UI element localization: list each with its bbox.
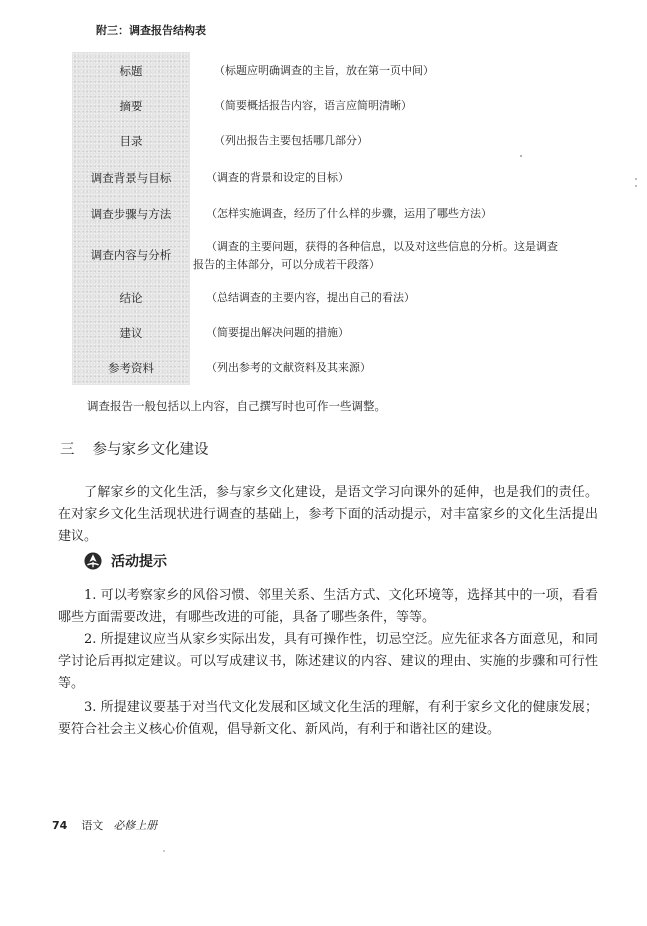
tip-item-2 (58, 629, 598, 695)
page-number: 74 (52, 819, 68, 832)
table-row-desc: （列出报告主要包括哪几部分） (214, 134, 368, 147)
table-row-desc: （调查的主要问题，获得的各种信息，以及对这些信息的分析。这是调查 (206, 240, 558, 253)
activity-tips-icon (84, 552, 102, 570)
table-row-label: 结论 (119, 291, 143, 305)
table-row-label: 建议 (119, 326, 143, 340)
footer-subject: 语文 (81, 819, 104, 832)
scan-speck (635, 178, 637, 180)
tip-text: 1. 可以考察家乡的风俗习惯、邻里关系、生活方式、文化环境等，选择其中的一项，看看哪些方面需要改进，有哪些改进的可能，具备了哪些条件，等等。 (58, 588, 598, 625)
scan-speck (520, 155, 522, 157)
tip-text: 2. 所提建议应当从家乡实际出发，具有可操作性，切忌空泛。应先征求各方面意见，和同学讨论后再拟定建议。可以写成建议书，陈述建议的内容、建议的理由、实施的步骤和可行性等。 (58, 632, 598, 691)
table-row-desc: （总结调查的主要内容，提出自己的看法） (206, 291, 415, 304)
scan-speck (163, 850, 165, 852)
table-row-label: 调查步骤与方法 (90, 207, 172, 221)
section-number: 三 (60, 442, 75, 458)
footer-volume: 必修上册 (113, 819, 158, 832)
table-row-desc-cont: 报告的主体部分，可以分成若干段落） (193, 258, 380, 271)
scan-speck (635, 185, 637, 187)
table-row-desc: （怎样实施调查，经历了什么样的步骤，运用了哪些方法） (206, 207, 492, 220)
table-row-label: 标题 (119, 64, 143, 78)
appendix-note: 调查报告一般包括以上内容，自己撰写时也可作一些调整。 (87, 399, 386, 413)
intro-paragraph (58, 482, 598, 548)
table-row-label: 目录 (119, 134, 143, 148)
table-row-desc: （简要概括报告内容，语言应简明清晰） (214, 99, 412, 112)
table-row-label: 参考资料 (108, 361, 154, 375)
appendix-title: 附三：调查报告结构表 (96, 24, 206, 37)
activity-tips-heading (84, 551, 167, 571)
section-title: 参与家乡文化建设 (92, 442, 209, 458)
activity-tips-title: 活动提示 (111, 554, 167, 570)
table-row-label: 调查背景与目标 (90, 171, 172, 185)
table-row-desc: （调查的背景和设定的目标） (206, 171, 349, 184)
page-footer (52, 817, 157, 833)
tip-item-1 (58, 585, 598, 629)
table-row-desc: （列出参考的文献资料及其来源） (206, 361, 371, 374)
table-row-desc: （简要提出解决问题的措施） (206, 326, 349, 339)
tip-text: 3. 所提建议要基于对当代文化发展和区域文化生活的理解，有利于家乡文化的健康发展；要符合社会主义核心价值观，倡导新文化、新风尚，有利于和谐社区的建设。 (58, 700, 598, 737)
table-row-desc: （标题应明确调查的主旨，放在第一页中间） (214, 64, 434, 77)
table-row-label: 摘要 (119, 99, 143, 113)
tip-item-3 (58, 697, 598, 741)
section-heading (60, 438, 209, 459)
intro-text: 了解家乡的文化生活，参与家乡文化建设，是语文学习向课外的延伸，也是我们的责任。在对家乡文化生活现状进行调查的基础上，参考下面的活动提示，对丰富家乡的文化生活提出建议。 (58, 485, 598, 544)
table-row-label: 调查内容与分析 (90, 248, 172, 262)
